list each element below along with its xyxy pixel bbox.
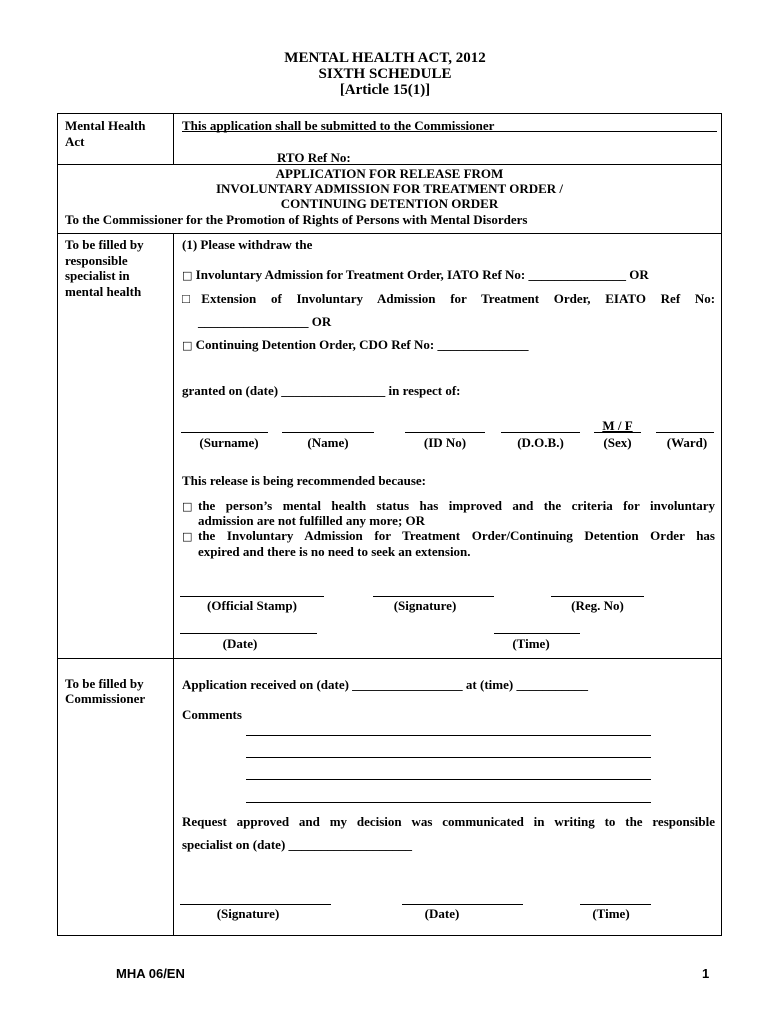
eiato-word: Order, xyxy=(553,291,591,306)
official-stamp-label: (Official Stamp) xyxy=(207,598,297,613)
surname-field[interactable] xyxy=(181,432,268,433)
granted-on-field[interactable]: granted on (date) ________________ in respect of: xyxy=(182,383,461,398)
eiato-word: EIATO xyxy=(605,291,646,306)
iato-option xyxy=(182,267,649,283)
commissioner-signature-field[interactable] xyxy=(180,904,331,905)
surname-label: (Surname) xyxy=(199,435,259,450)
name-label: (Name) xyxy=(307,435,349,450)
commissioner-date-field[interactable] xyxy=(402,904,523,905)
comments-label: Comments xyxy=(182,707,242,722)
eiato-word: Involuntary xyxy=(296,291,363,306)
withdraw-heading: (1) Please withdraw the xyxy=(182,237,313,252)
specialist-date-label: (Date) xyxy=(222,636,258,651)
submission-note-rule xyxy=(182,131,717,132)
form-title-line3: CONTINUING DETENTION ORDER xyxy=(280,196,499,211)
ward-field[interactable] xyxy=(656,432,714,433)
sex-value[interactable]: M / F xyxy=(602,418,633,433)
name-field[interactable] xyxy=(282,432,374,433)
eiato-word: No: xyxy=(694,291,716,306)
specialist-informed-date-field[interactable]: specialist on (date) ___________________ xyxy=(182,837,413,852)
specialist-time-field[interactable] xyxy=(494,633,580,634)
comment-line[interactable] xyxy=(246,779,651,780)
ward-label: (Ward) xyxy=(666,435,708,450)
reason2-checkbox[interactable]: □ xyxy=(182,530,193,543)
act-label-line2: Act xyxy=(65,134,85,149)
iato-checkbox[interactable]: □ xyxy=(182,269,193,282)
act-title: MENTAL HEALTH ACT, 2012 xyxy=(284,50,486,66)
id-label: (ID No) xyxy=(423,435,467,450)
commissioner-label-line2: Commissioner xyxy=(65,691,146,706)
dob-field[interactable] xyxy=(501,432,580,433)
comment-line[interactable] xyxy=(246,735,651,736)
commissioner-time-label: (Time) xyxy=(592,906,630,921)
application-received-field[interactable]: Application received on (date) _________________ at (time) ___________ xyxy=(182,677,588,692)
comment-line[interactable] xyxy=(246,757,651,758)
specialist-label-line2: responsible xyxy=(65,253,128,268)
article-reference: [Article 15(1)] xyxy=(339,82,431,98)
specialist-signature-field[interactable] xyxy=(373,596,494,597)
specialist-label-line3: specialist in xyxy=(65,268,130,283)
schedule-title: SIXTH SCHEDULE xyxy=(318,66,452,82)
specialist-date-field[interactable] xyxy=(180,633,317,634)
eiato-word: □Extension xyxy=(182,291,257,306)
addressee: To the Commissioner for the Promotion of Rights of Persons with Mental Disorders xyxy=(65,212,528,227)
form-code: MHA 06/EN xyxy=(116,966,185,981)
form-title-line1: APPLICATION FOR RELEASE FROM xyxy=(275,166,504,181)
page-number: 1 xyxy=(702,966,710,981)
act-label: Mental Health xyxy=(65,118,146,133)
id-field[interactable] xyxy=(405,432,485,433)
eiato-word: of xyxy=(270,291,282,306)
comment-line[interactable] xyxy=(246,802,651,803)
cdo-option xyxy=(182,337,528,353)
form-title-line2: INVOLUNTARY ADMISSION FOR TREATMENT ORDER / xyxy=(215,181,564,196)
reason2-text-line2: expired and there is no need to seek an extension. xyxy=(198,544,471,559)
iato-option-label: Involuntary Admission for Treatment Order, IATO Ref No: _______________ OR xyxy=(195,267,649,282)
commissioner-signature-label: (Signature) xyxy=(216,906,280,921)
eiato-option xyxy=(182,291,715,307)
reason1-text: the person’s mental health status has improved and the criteria for involuntary xyxy=(198,498,715,513)
official-stamp-field[interactable] xyxy=(180,596,324,597)
commissioner-label-line1: To be filled by xyxy=(65,676,144,691)
eiato-word: for xyxy=(450,291,467,306)
rto-ref-label: RTO Ref No: xyxy=(277,150,351,165)
reason-intro: This release is being recommended because: xyxy=(182,473,426,488)
decision-statement: Request approved and my decision was communicated in writing to the responsible xyxy=(182,814,715,829)
eiato-ref-field[interactable]: _________________ OR xyxy=(198,314,332,329)
eiato-word: Admission xyxy=(376,291,436,306)
eiato-word: Treatment xyxy=(481,291,540,306)
commissioner-date-label: (Date) xyxy=(424,906,460,921)
dob-label: (D.O.B.) xyxy=(517,435,564,450)
cdo-checkbox[interactable]: □ xyxy=(182,339,193,352)
specialist-label-line1: To be filled by xyxy=(65,237,144,252)
cdo-option-label: Continuing Detention Order, CDO Ref No: ______________ xyxy=(195,337,529,352)
specialist-signature-label: (Signature) xyxy=(393,598,457,613)
submission-note: This application shall be submitted to the Commissioner xyxy=(182,118,495,133)
reg-no-label: (Reg. No) xyxy=(571,598,624,613)
specialist-label-line4: mental health xyxy=(65,284,142,299)
reg-no-field[interactable] xyxy=(551,596,644,597)
reason1-text-line2: admission are not fulfilled any more; OR xyxy=(198,513,426,528)
reason2-text: the Involuntary Admission for Treatment Order/Continuing Detention Order has xyxy=(198,528,715,543)
commissioner-time-field[interactable] xyxy=(580,904,651,905)
sex-label: (Sex) xyxy=(603,435,632,450)
specialist-time-label: (Time) xyxy=(512,636,550,651)
reason1-checkbox[interactable]: □ xyxy=(182,500,193,513)
eiato-word: Ref xyxy=(660,291,681,306)
